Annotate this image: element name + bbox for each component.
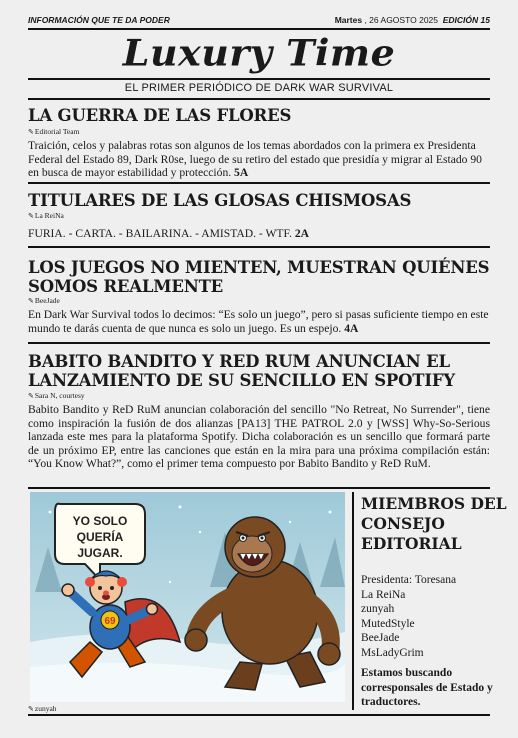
article-1-byline: ✎Editorial Team [28, 127, 80, 136]
article-1-divider [28, 182, 490, 184]
article-3-divider [28, 342, 490, 344]
article-2-ref[interactable]: 2A [294, 227, 309, 240]
pen-icon: ✎ [28, 392, 34, 400]
pen-icon: ✎ [28, 297, 34, 305]
speech-line-3: JUGAR. [77, 546, 123, 560]
recruitment-notice: Estamos buscando corresponsales de Estado y traductores. [361, 667, 493, 709]
masthead-subtitle: EL PRIMER PERIÓDICO DE DARK WAR SURVIVAL [124, 82, 394, 94]
member-item: MutedStyle [361, 617, 415, 630]
pen-icon: ✎ [28, 128, 34, 136]
article-2-body: FURIA. - CARTA. - BAILARINA. - AMISTAD. - WTF. 2A [28, 227, 309, 240]
member-item: La ReiNa [361, 588, 406, 601]
masthead-title: Luxury Time [122, 31, 396, 74]
article-4-body: Babito Bandito y ReD RuM anuncian colaboración del sencillo "No Retreat, No Surrender", tiene como inspiración la fusión de dos alianzas [PA13] THE PATROL 2.0 y [WSS] Why-So-Serious lanzada este mes para la plataforma Spotify. Dicha colaboración es un sencillo que formará parte de un próximo EP, entre las canciones que están en la mira para una próxima compilación están: “You Know What?”, como el primer tema compuesto por Babito Bandito y ReD RuM. [28, 403, 490, 471]
top-divider [28, 28, 490, 30]
pen-icon: ✎ [28, 212, 34, 220]
article-1-ref[interactable]: 5A [234, 166, 249, 180]
member-item: MsLadyGrim [361, 646, 424, 659]
slogan: INFORMACIÓN QUE TE DA PODER [28, 15, 170, 25]
member-item: zunyah [361, 603, 395, 616]
article-1-headline: LA GUERRA DE LAS FLORES [28, 106, 292, 125]
editorial-board-members [361, 573, 456, 661]
article-2-byline: ✎La ReiNa [28, 211, 64, 220]
article-4-byline: ✎Sara N, courtesy [28, 391, 85, 400]
top-bar [28, 15, 490, 27]
issue-info [335, 15, 490, 25]
issue-date: , 26 AGOSTO 2025 [362, 15, 439, 25]
issue-day: Martes [334, 15, 363, 25]
article-4-headline: BABITO BANDITO Y RED RUM ANUNCIAN EL LANZAMIENTO DE SU SENCILLO EN SPOTIFY [28, 352, 455, 390]
editorial-board-title: MIEMBROS DEL CONSEJO EDITORIAL [361, 494, 507, 553]
sidebar-divider [352, 492, 354, 710]
speech-line-2: QUERÍA [76, 530, 124, 544]
member-item: BeeJade [361, 632, 400, 645]
article-2-headline: TITULARES DE LAS GLOSAS CHISMOSAS [28, 191, 412, 210]
article-3-byline: ✎BeeJade [28, 296, 60, 305]
article-3-headline: LOS JUEGOS NO MIENTEN, MUESTRAN QUIÉNES SOMOS REALMENTE [28, 258, 490, 296]
masthead-divider [28, 78, 490, 80]
article-2-divider [28, 246, 490, 248]
bottom-divider [28, 714, 490, 716]
article-1-body: Traición, celos y palabras rotas son algunos de los temas abordados con la primera ex Presidenta Federal del Estado 89, Dark R0se, luego de su retiro del estado que presidía y migrar al Estado 90 en busca de mayor estabilidad y protección. 5A [28, 139, 482, 180]
member-item: Presidenta: Toresana [361, 574, 457, 586]
speech-line-1: YO SOLO [72, 514, 128, 528]
subtitle-divider [28, 98, 490, 100]
article-3-body: En Dark War Survival todos lo decimos: “Es solo un juego”, pero si pasas suficiente tiempo en este mundo te darás cuenta de que nunca es solo un juego. Es un espejo. 4A [28, 308, 489, 335]
issue-edition: EDICIÓN 15 [442, 15, 490, 25]
illustration-caption: ✎zunyah [28, 704, 57, 713]
comic-illustration [30, 492, 345, 702]
article-4-divider [28, 487, 490, 489]
hero-emblem: 69 [104, 616, 116, 627]
pen-icon: ✎ [28, 705, 34, 713]
article-3-ref[interactable]: 4A [344, 321, 359, 335]
